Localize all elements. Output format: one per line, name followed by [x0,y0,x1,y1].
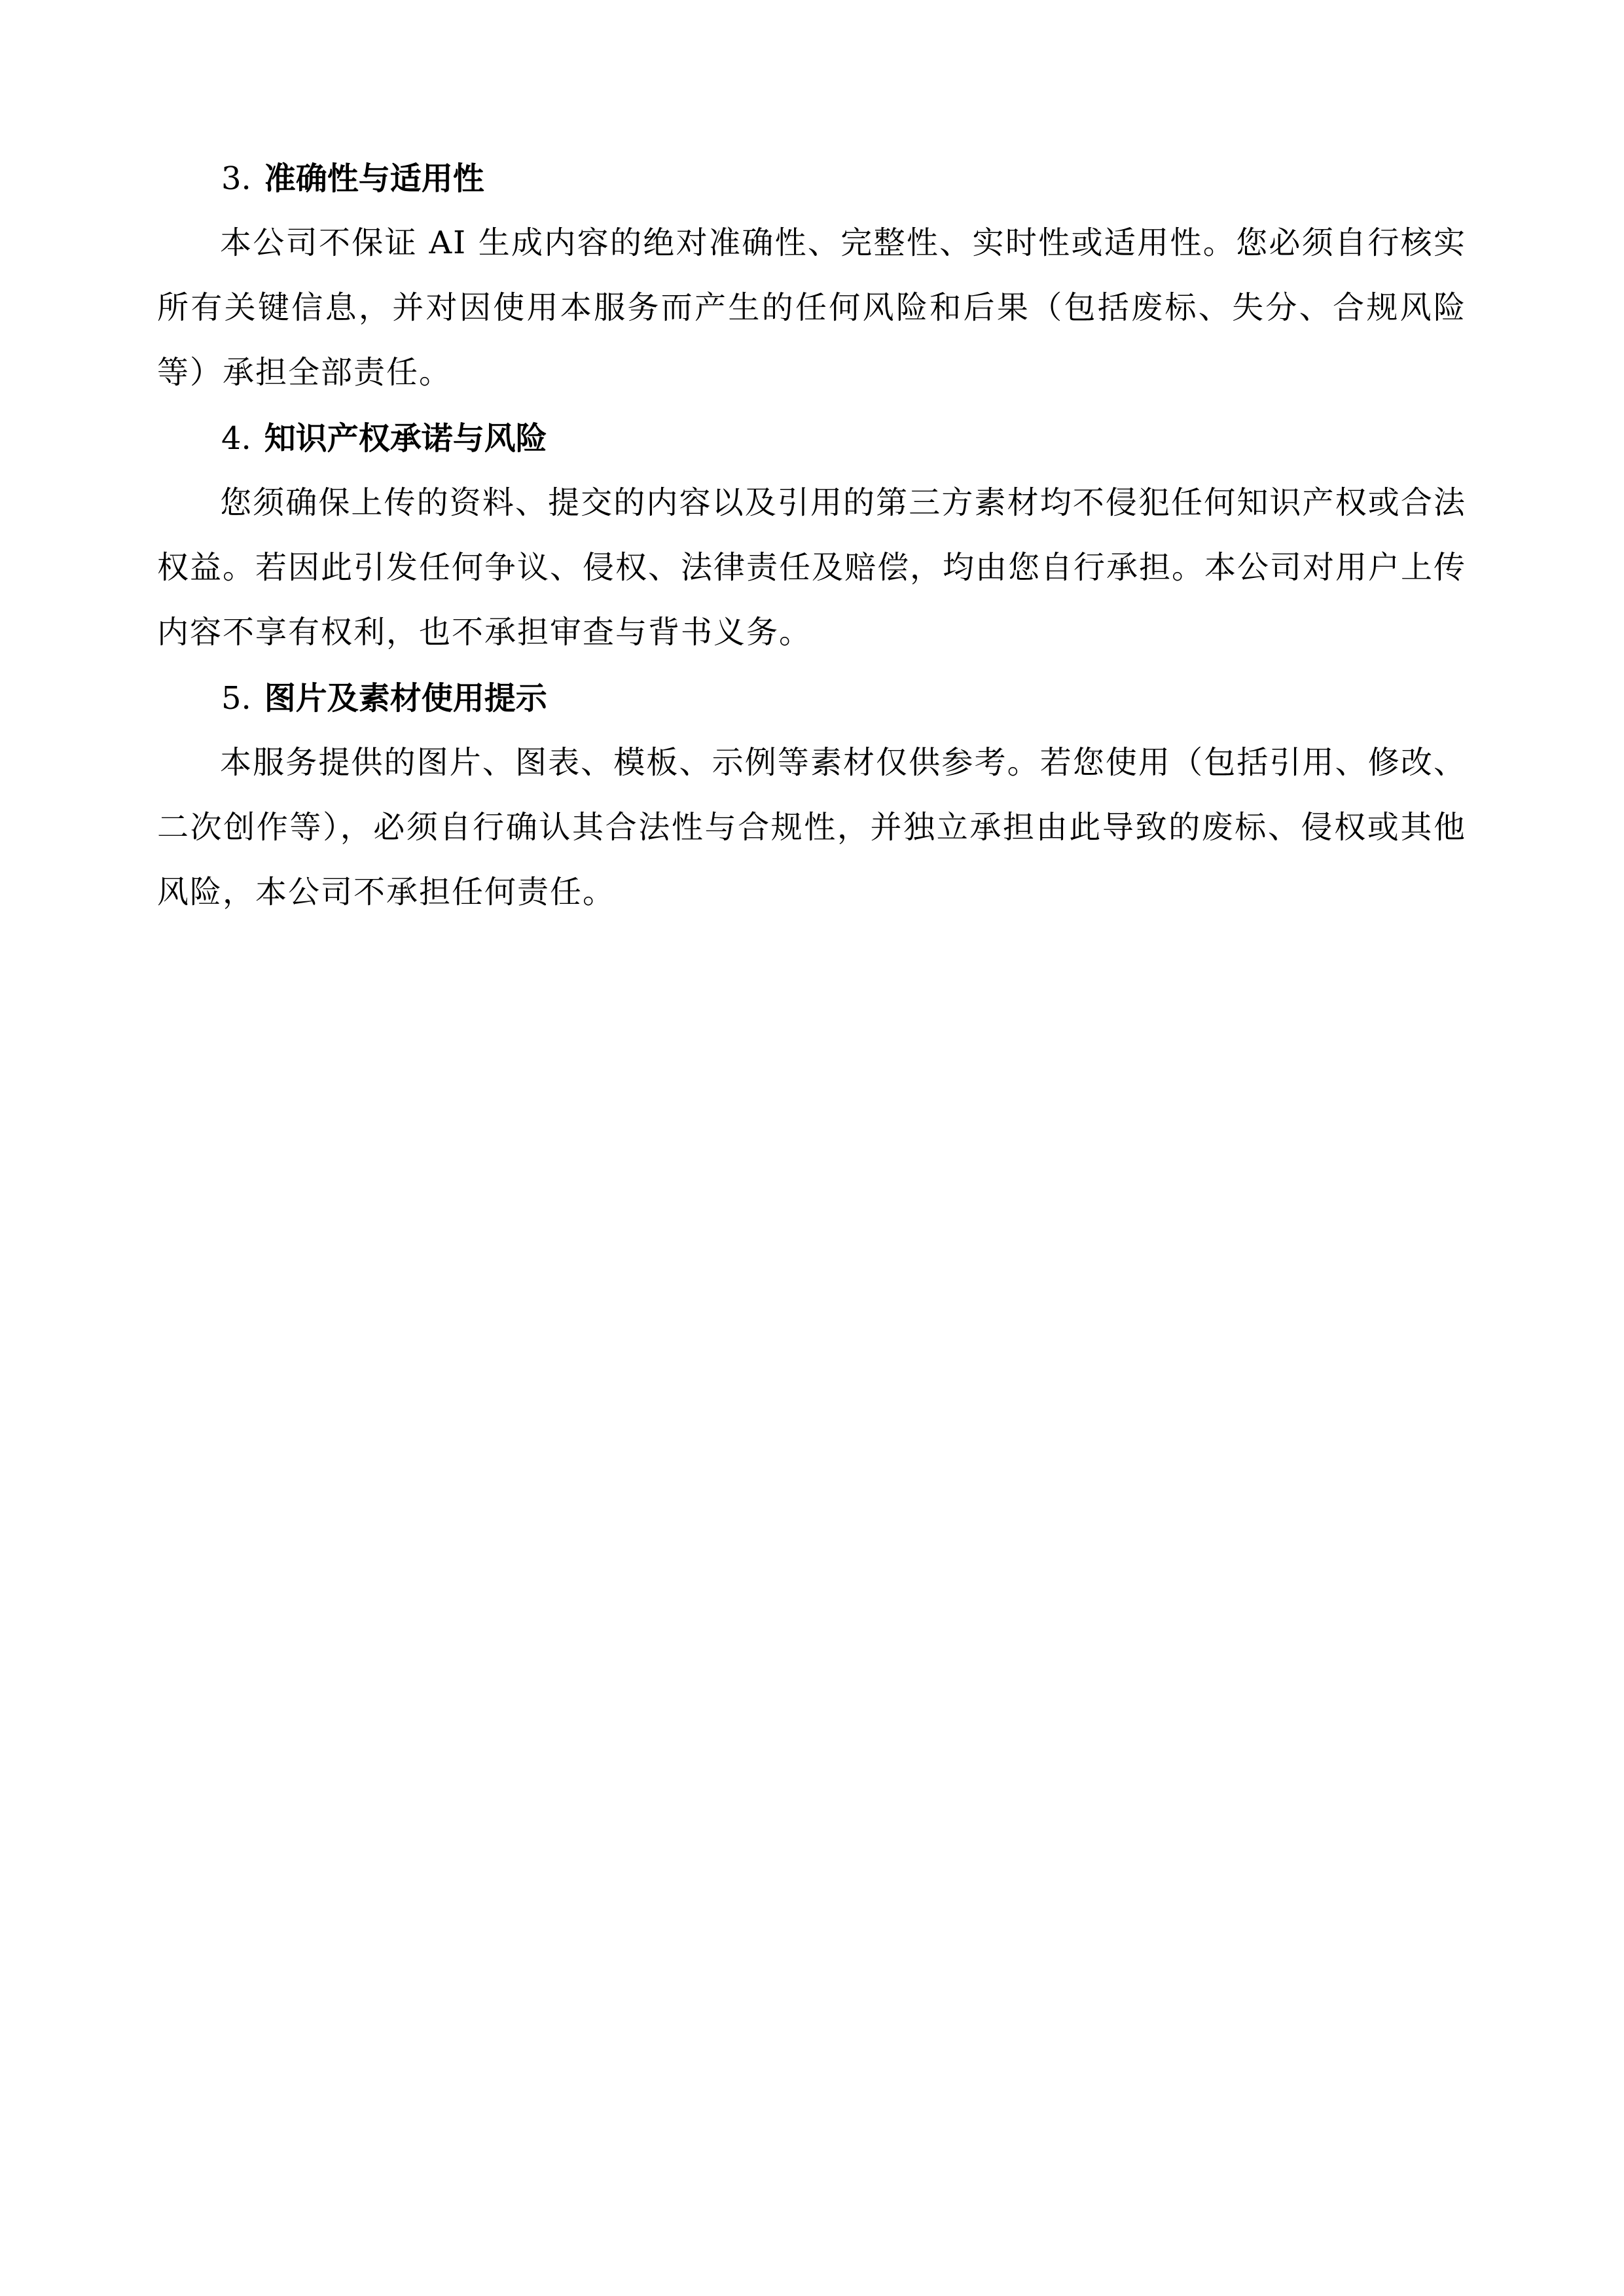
section-title: 图片及素材使用提示 [264,680,547,717]
section-title: 准确性与适用性 [264,160,484,197]
section-number: 4. [221,420,251,457]
section-body: 您须确保上传的资料、提交的内容以及引用的第三方素材均不侵犯任何知识产权或合法权益。若因此引发任何争议、侵权、法律责任及赔偿，均由您自行承担。本公司对用户上传内容不享有权利，也不承担审查与背书义务。 [157,484,1467,651]
section-image-usage [157,670,1466,925]
document-content [157,151,1466,930]
section-intellectual-property [157,410,1466,665]
section-body: 本公司不保证 AI 生成内容的绝对准确性、完整性、实时性或适用性。您必须自行核实所有关键信息，并对因使用本服务而产生的任何风险和后果（包括废标、失分、合规风险等）承担全部责任。 [157,224,1466,391]
section-accuracy [157,151,1466,405]
section-heading [157,670,1466,726]
section-heading [157,151,1466,207]
section-title: 知识产权承诺与风险 [264,420,547,457]
section-body: 本服务提供的图片、图表、模板、示例等素材仅供参考。若您使用（包括引用、修改、二次创作等），必须自行确认其合法性与合规性，并独立承担由此导致的废标、侵权或其他风险，本公司不承担任何责任。 [157,744,1466,910]
section-heading [157,410,1466,467]
section-number: 3. [221,160,251,197]
section-number: 5. [221,680,251,717]
